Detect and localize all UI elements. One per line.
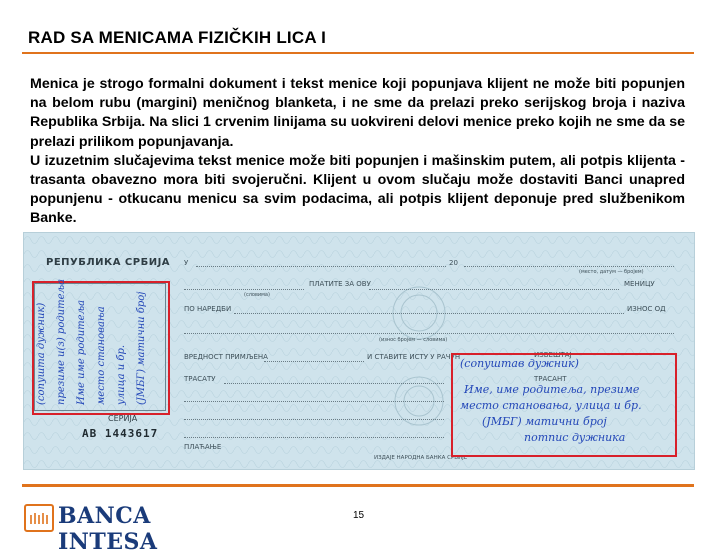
note-label-i-stavite: И СТАВИТЕ ИСТУ У РАЧУН: [367, 353, 461, 361]
handwriting-right-2: Име, име родитеља, презиме: [464, 383, 640, 396]
footer-divider: [22, 484, 694, 487]
note-header: РЕПУБЛИКА СРБИЈА: [46, 257, 171, 268]
logo-text: BANCA INTESA: [58, 503, 158, 555]
note-label-po-naredbi: ПО НАРЕДБИ: [184, 305, 232, 313]
note-series-label: СЕРИЈА: [108, 414, 138, 423]
note-label-vrednost: ВРЕДНОСТ ПРИМЉЕНА: [184, 353, 268, 361]
handwriting-right-3: место становања, улица и бр.: [460, 399, 642, 412]
note-label-trasant: ТРАСАНТ: [534, 375, 567, 383]
banca-intesa-logo: [18, 498, 228, 555]
note-label-u: У: [184, 259, 189, 267]
body-text: [30, 75, 685, 229]
note-label-izdaje: ИЗДАЈЕ НАРОДНА БАНКА СРБИЈЕ: [374, 455, 468, 461]
note-label-place-date: (место, датум — бројем): [579, 269, 644, 275]
note-label-year: 20: [449, 259, 458, 267]
handwriting-left-2: презиме и(з) родитеља: [56, 278, 67, 405]
handwriting-right-4: (ЈМБГ) матични број: [482, 415, 607, 428]
note-label-iznos: ИЗНОС ОД: [627, 305, 666, 313]
handwriting-left-4: место становања: [96, 306, 107, 405]
slide-title: RAD SA MENICAMA FIZIČKIH LICA I: [28, 28, 327, 47]
handwriting-left-5: улица и бр.: [116, 344, 127, 405]
handwriting-right-5: потпис дужника: [524, 431, 626, 444]
note-label-placanje: ПЛАЋАЊЕ: [184, 443, 222, 451]
handwriting-left-1: (сопушта дужник): [36, 302, 47, 405]
title-divider: [22, 52, 694, 54]
paragraph-1: Menica je strogo formalni dokument i tekst menice koji popunjava klijent ne može biti popunjen na belom rubu (margini) meničnog blanketa, i ne sme da prelazi preko serijskog broja i naziva Republika Srbija. Na slici 1 crvenim linijama su uokvireni delovi menice preko kojih ne sme da se prelazi prilikom popunjavanja.: [30, 76, 685, 150]
paragraph-2: U izuzetnim slučajevima tekst menice može biti popunjen i mašinskim putem, ali potpis klijenta - trasanta obavezno mora biti svojeručni. Klijent u ovom slučaju može dostaviti Banci unapred popunjenu - otkucanu menicu sa svim podacima, ali potpis klijent deponuje pred službenikom Banke.: [30, 152, 685, 227]
note-label-izvestaj: ИЗВЕШТАЈ: [534, 351, 572, 359]
handwriting-right-1: (сопуштав дужник): [460, 357, 579, 370]
page-number: 15: [353, 510, 365, 521]
note-serial-number: АВ 1443617: [82, 427, 159, 440]
promissory-note-image: [23, 232, 695, 470]
note-label-slovima: (словима): [244, 292, 270, 298]
note-label-iznos-slovima: (износ бројем — словима): [379, 337, 448, 343]
logo-mark-icon: [24, 504, 54, 532]
handwriting-left-6: (ЈМБГ) матични број: [136, 291, 147, 405]
note-label-menicu: МЕНИЦУ: [624, 280, 655, 288]
handwriting-left-3: Име име родитеља: [76, 299, 87, 405]
note-label-platite: ПЛАТИТЕ ЗА ОВУ: [309, 280, 371, 288]
note-label-trasatu: ТРАСАТУ: [184, 375, 216, 383]
